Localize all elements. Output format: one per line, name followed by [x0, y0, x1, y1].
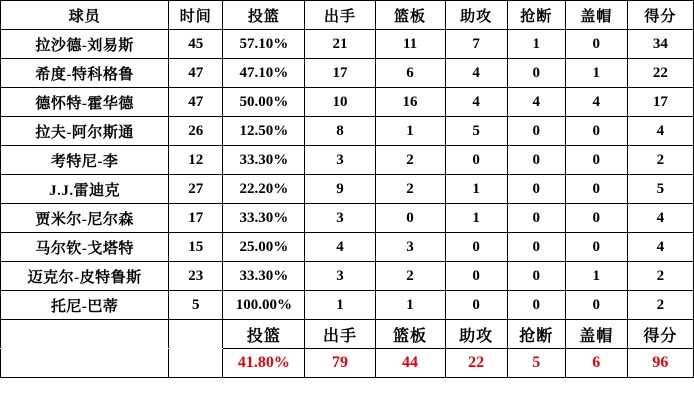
player-minutes: 23: [169, 262, 223, 291]
player-minutes: 27: [169, 175, 223, 204]
player-steals: 0: [507, 204, 565, 233]
player-points: 2: [627, 262, 693, 291]
totals-header-blocks: 盖帽: [565, 320, 627, 349]
player-rebounds: 1: [375, 291, 445, 320]
player-blocks: 0: [565, 291, 627, 320]
player-name: 托尼-巴蒂: [1, 291, 169, 320]
player-points: 34: [627, 30, 693, 59]
player-name: 希度-特科格鲁: [1, 59, 169, 88]
player-assists: 0: [445, 233, 507, 262]
player-assists: 0: [445, 146, 507, 175]
totals-values-row: [1, 349, 694, 378]
player-name: 贾米尔-尼尔森: [1, 204, 169, 233]
player-minutes: 12: [169, 146, 223, 175]
player-points: 17: [627, 88, 693, 117]
totals-header-spacer-player: [1, 320, 169, 349]
player-rebounds: 2: [375, 262, 445, 291]
totals-header-spacer-minutes: [169, 320, 223, 349]
player-blocks: 4: [565, 88, 627, 117]
player-attempts: 8: [305, 117, 375, 146]
totals-spacer-player: [1, 349, 169, 378]
column-header-attempts: 出手: [305, 1, 375, 30]
player-fg-pct: 57.10%: [223, 30, 305, 59]
player-points: 2: [627, 146, 693, 175]
player-attempts: 9: [305, 175, 375, 204]
player-points: 2: [627, 291, 693, 320]
player-attempts: 17: [305, 59, 375, 88]
column-header-fg-pct: 投篮: [223, 1, 305, 30]
player-attempts: 10: [305, 88, 375, 117]
player-rebounds: 1: [375, 117, 445, 146]
player-rebounds: 2: [375, 146, 445, 175]
player-assists: 0: [445, 291, 507, 320]
player-steals: 1: [507, 30, 565, 59]
totals-steals: 5: [507, 349, 565, 378]
totals-blocks: 6: [565, 349, 627, 378]
player-rebounds: 2: [375, 175, 445, 204]
player-fg-pct: 25.00%: [223, 233, 305, 262]
totals-header-rebounds: 篮板: [375, 320, 445, 349]
player-steals: 0: [507, 262, 565, 291]
player-minutes: 5: [169, 291, 223, 320]
player-rebounds: 0: [375, 204, 445, 233]
player-blocks: 0: [565, 204, 627, 233]
player-minutes: 15: [169, 233, 223, 262]
player-fg-pct: 100.00%: [223, 291, 305, 320]
player-steals: 0: [507, 59, 565, 88]
player-points: 4: [627, 117, 693, 146]
player-blocks: 0: [565, 117, 627, 146]
totals-attempts: 79: [305, 349, 375, 378]
totals-header-row: [1, 320, 694, 349]
column-header-player: 球员: [1, 1, 169, 30]
table-row: [1, 175, 694, 204]
player-fg-pct: 12.50%: [223, 117, 305, 146]
totals-header-steals: 抢断: [507, 320, 565, 349]
player-steals: 0: [507, 146, 565, 175]
player-points: 5: [627, 175, 693, 204]
player-points: 4: [627, 204, 693, 233]
player-assists: 0: [445, 262, 507, 291]
player-rebounds: 16: [375, 88, 445, 117]
player-assists: 1: [445, 204, 507, 233]
table-row: [1, 262, 694, 291]
player-attempts: 3: [305, 262, 375, 291]
table-body: [1, 30, 694, 378]
player-blocks: 1: [565, 59, 627, 88]
player-steals: 0: [507, 175, 565, 204]
player-name: J.J.雷迪克: [1, 175, 169, 204]
player-steals: 4: [507, 88, 565, 117]
player-rebounds: 3: [375, 233, 445, 262]
player-fg-pct: 47.10%: [223, 59, 305, 88]
column-header-minutes: 时间: [169, 1, 223, 30]
column-header-steals: 抢断: [507, 1, 565, 30]
totals-spacer-minutes: [169, 349, 223, 378]
table-row: [1, 117, 694, 146]
player-steals: 0: [507, 117, 565, 146]
player-minutes: 45: [169, 30, 223, 59]
player-attempts: 4: [305, 233, 375, 262]
totals-header-attempts: 出手: [305, 320, 375, 349]
player-fg-pct: 50.00%: [223, 88, 305, 117]
player-name: 迈克尔-皮特鲁斯: [1, 262, 169, 291]
player-blocks: 0: [565, 30, 627, 59]
column-header-assists: 助攻: [445, 1, 507, 30]
player-assists: 5: [445, 117, 507, 146]
player-name: 拉夫-阿尔斯通: [1, 117, 169, 146]
player-steals: 0: [507, 291, 565, 320]
totals-fg-pct: 41.80%: [223, 349, 305, 378]
player-fg-pct: 33.30%: [223, 146, 305, 175]
totals-header-fg-pct: 投篮: [223, 320, 305, 349]
player-name: 拉沙德-刘易斯: [1, 30, 169, 59]
player-attempts: 1: [305, 291, 375, 320]
player-assists: 1: [445, 175, 507, 204]
player-rebounds: 6: [375, 59, 445, 88]
player-points: 4: [627, 233, 693, 262]
totals-assists: 22: [445, 349, 507, 378]
totals-points: 96: [627, 349, 693, 378]
totals-rebounds: 44: [375, 349, 445, 378]
player-fg-pct: 22.20%: [223, 175, 305, 204]
player-blocks: 0: [565, 146, 627, 175]
table-row: [1, 59, 694, 88]
totals-header-assists: 助攻: [445, 320, 507, 349]
player-fg-pct: 33.30%: [223, 262, 305, 291]
table-header: [1, 1, 694, 30]
table-row: [1, 88, 694, 117]
table-row: [1, 233, 694, 262]
player-minutes: 47: [169, 59, 223, 88]
player-points: 22: [627, 59, 693, 88]
column-header-rebounds: 篮板: [375, 1, 445, 30]
table-row: [1, 146, 694, 175]
player-assists: 4: [445, 59, 507, 88]
player-blocks: 0: [565, 175, 627, 204]
player-minutes: 47: [169, 88, 223, 117]
player-attempts: 21: [305, 30, 375, 59]
player-assists: 4: [445, 88, 507, 117]
player-name: 马尔钦-戈塔特: [1, 233, 169, 262]
player-attempts: 3: [305, 204, 375, 233]
player-fg-pct: 33.30%: [223, 204, 305, 233]
table-row: [1, 30, 694, 59]
player-blocks: 1: [565, 262, 627, 291]
player-name: 德怀特-霍华德: [1, 88, 169, 117]
table-row: [1, 291, 694, 320]
totals-header-points: 得分: [627, 320, 693, 349]
player-blocks: 0: [565, 233, 627, 262]
player-minutes: 17: [169, 204, 223, 233]
player-attempts: 3: [305, 146, 375, 175]
player-minutes: 26: [169, 117, 223, 146]
column-header-blocks: 盖帽: [565, 1, 627, 30]
table-row: [1, 204, 694, 233]
player-name: 考特尼-李: [1, 146, 169, 175]
column-header-points: 得分: [627, 1, 693, 30]
player-steals: 0: [507, 233, 565, 262]
player-assists: 7: [445, 30, 507, 59]
header-row: [1, 1, 694, 30]
player-rebounds: 11: [375, 30, 445, 59]
